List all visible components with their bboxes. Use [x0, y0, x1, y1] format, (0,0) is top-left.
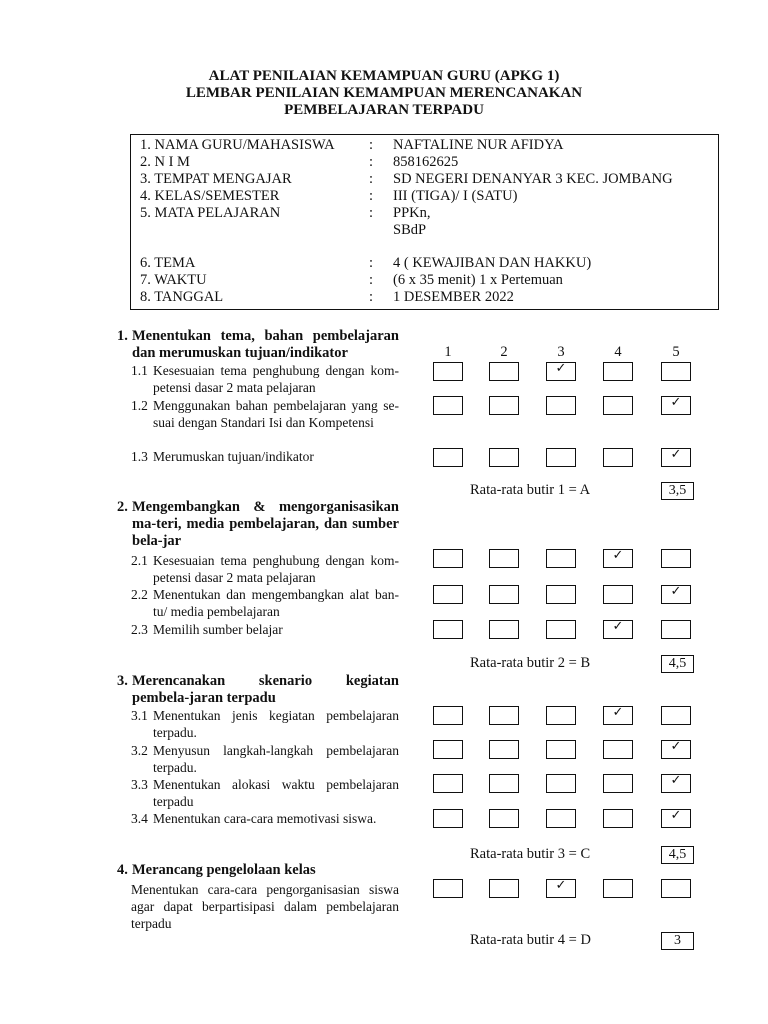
rating-checkbox[interactable] [546, 448, 576, 467]
rating-checkbox[interactable] [603, 362, 633, 381]
item-number: 3.4 [131, 811, 148, 826]
rating-checkbox[interactable] [546, 585, 576, 604]
rating-checkbox[interactable] [661, 620, 691, 639]
rating-checkbox[interactable] [546, 879, 576, 898]
check-icon: ✓ [670, 395, 682, 410]
average-score-box: 4,5 [661, 655, 694, 673]
scale-label: 3 [557, 344, 565, 360]
form-subtitle-2: PEMBELAJARAN TERPADU [284, 102, 484, 118]
section-number: 3. [117, 673, 128, 689]
rating-checkbox[interactable] [489, 740, 519, 759]
rating-checkbox[interactable] [433, 620, 463, 639]
check-icon: ✓ [612, 705, 624, 720]
average-label: Rata-rata butir 1 = A [470, 482, 591, 498]
scale-label: 2 [500, 344, 508, 360]
item-number: 3.2 [131, 743, 148, 758]
item-number: 2.2 [131, 587, 148, 602]
rating-checkbox[interactable] [489, 585, 519, 604]
rating-checkbox[interactable] [546, 809, 576, 828]
rating-checkbox[interactable] [603, 448, 633, 467]
info-value: III (TIGA)/ I (SATU) [393, 188, 518, 204]
rating-checkbox[interactable] [433, 774, 463, 793]
rating-checkbox[interactable] [603, 706, 633, 725]
item-number: 3.1 [131, 708, 148, 723]
check-icon: ✓ [670, 808, 682, 823]
rating-checkbox[interactable] [433, 879, 463, 898]
rating-checkbox[interactable] [489, 774, 519, 793]
section-number: 1. [117, 328, 128, 344]
item-text: Kesesuaian tema penghubung dengan kom-petensi dasar 2 mata pelajaran [153, 363, 399, 395]
scale-label: 1 [444, 344, 452, 360]
rating-checkbox[interactable] [546, 362, 576, 381]
rating-checkbox[interactable] [489, 549, 519, 568]
rating-checkbox[interactable] [433, 362, 463, 381]
average-label: Rata-rata butir 2 = B [470, 655, 591, 671]
rating-checkbox[interactable] [661, 362, 691, 381]
rating-checkbox[interactable] [603, 396, 633, 415]
rating-checkbox[interactable] [489, 362, 519, 381]
rating-checkbox[interactable] [546, 396, 576, 415]
check-icon: ✓ [555, 361, 567, 376]
info-label: 2. N I M [140, 154, 190, 170]
rating-checkbox[interactable] [661, 706, 691, 725]
check-icon: ✓ [612, 548, 624, 563]
info-colon: : [369, 205, 374, 221]
rating-checkbox[interactable] [489, 448, 519, 467]
rating-checkbox[interactable] [433, 809, 463, 828]
rating-checkbox[interactable] [489, 396, 519, 415]
rating-checkbox[interactable] [603, 879, 633, 898]
form-subtitle: LEMBAR PENILAIAN KEMAMPUAN MERENCANAKAN [185, 85, 583, 101]
section-number: 4. [117, 862, 128, 878]
average-label: Rata-rata butir 3 = C [470, 846, 591, 862]
info-label: 5. MATA PELAJARAN [140, 205, 281, 221]
item-text: Merumuskan tujuan/indikator [153, 449, 314, 464]
item-text: Menentukan dan mengembangkan alat ban-tu/ media pembelajaran [153, 587, 399, 619]
rating-checkbox[interactable] [661, 396, 691, 415]
rating-checkbox[interactable] [546, 706, 576, 725]
info-value: SD NEGERI DENANYAR 3 KEC. JOMBANG [393, 171, 673, 187]
rating-checkbox[interactable] [661, 740, 691, 759]
rating-checkbox[interactable] [489, 706, 519, 725]
info-value: NAFTALINE NUR AFIDYA [393, 137, 564, 153]
rating-checkbox[interactable] [546, 740, 576, 759]
info-label: 1. NAMA GURU/MAHASISWA [140, 137, 335, 153]
item-text: Menyusun langkah-langkah pembelajaran terpadu. [153, 743, 399, 775]
rating-checkbox[interactable] [661, 774, 691, 793]
info-colon: : [369, 171, 374, 187]
info-colon: : [369, 188, 374, 204]
item-text: Kesesuaian tema penghubung dengan kom-petensi dasar 2 mata pelajaran [153, 553, 399, 585]
info-value: (6 x 35 menit) 1 x Pertemuan [393, 272, 563, 288]
section-title: Menentukan tema, bahan pembelajaran dan merumuskan tujuan/indikator [132, 328, 399, 361]
average-label: Rata-rata butir 4 = D [470, 932, 591, 948]
rating-checkbox[interactable] [661, 585, 691, 604]
criterion-paragraph: Menentukan cara-cara pengorganisasian siswa agar dapat berpartisipasi dalam pembelajaran terpadu [131, 882, 399, 931]
section-number: 2. [117, 499, 128, 515]
rating-checkbox[interactable] [489, 809, 519, 828]
rating-checkbox[interactable] [433, 740, 463, 759]
item-number: 1.2 [131, 398, 148, 413]
rating-checkbox[interactable] [603, 774, 633, 793]
rating-checkbox[interactable] [603, 620, 633, 639]
rating-checkbox[interactable] [433, 585, 463, 604]
rating-checkbox[interactable] [603, 809, 633, 828]
item-number: 3.3 [131, 777, 148, 792]
rating-checkbox[interactable] [546, 620, 576, 639]
check-icon: ✓ [670, 773, 682, 788]
rating-checkbox[interactable] [433, 706, 463, 725]
info-label: 4. KELAS/SEMESTER [140, 188, 280, 204]
info-colon: : [369, 137, 374, 153]
info-colon: : [369, 289, 374, 305]
item-text: Menentukan jenis kegiatan pembelajaran terpadu. [153, 708, 399, 740]
check-icon: ✓ [670, 739, 682, 754]
info-colon: : [369, 255, 374, 271]
section-title: Merancang pengelolaan kelas [132, 862, 316, 878]
info-value: SBdP [393, 222, 427, 238]
rating-checkbox[interactable] [661, 549, 691, 568]
item-text: Menentukan alokasi waktu pembelajaran terpadu [153, 777, 399, 809]
item-number: 1.1 [131, 363, 148, 378]
info-label: 3. TEMPAT MENGAJAR [140, 171, 292, 187]
rating-checkbox[interactable] [489, 620, 519, 639]
rating-checkbox[interactable] [433, 549, 463, 568]
section-title: Merencanakan skenario kegiatan pembela-jaran terpadu [132, 673, 399, 706]
rating-checkbox[interactable] [433, 448, 463, 467]
rating-checkbox[interactable] [661, 809, 691, 828]
info-label: 7. WAKTU [140, 272, 207, 288]
rating-checkbox[interactable] [661, 879, 691, 898]
rating-checkbox[interactable] [603, 585, 633, 604]
rating-checkbox[interactable] [603, 549, 633, 568]
info-value: 1 DESEMBER 2022 [393, 289, 514, 305]
rating-checkbox[interactable] [433, 396, 463, 415]
check-icon: ✓ [670, 584, 682, 599]
average-score-box: 3 [661, 932, 694, 950]
item-number: 2.1 [131, 553, 148, 568]
rating-checkbox[interactable] [546, 774, 576, 793]
section-title: Mengembangkan & mengorganisasikan ma-teri, media pembelajaran, dan sumber bela-jar [132, 499, 399, 549]
info-colon: : [369, 154, 374, 170]
rating-checkbox[interactable] [546, 549, 576, 568]
item-text: Menggunakan bahan pembelajaran yang se-suai dengan Standari Isi dan Kompetensi [153, 398, 399, 430]
info-label: 6. TEMA [140, 255, 196, 271]
item-number: 2.3 [131, 622, 148, 637]
rating-checkbox[interactable] [489, 879, 519, 898]
form-title: ALAT PENILAIAN KEMAMPUAN GURU (APKG 1) [208, 68, 560, 84]
scale-label: 4 [614, 344, 622, 360]
rating-checkbox[interactable] [661, 448, 691, 467]
scale-label: 5 [672, 344, 680, 360]
info-value: 4 ( KEWAJIBAN DAN HAKKU) [393, 255, 592, 271]
info-label: 8. TANGGAL [140, 289, 224, 305]
average-score-box: 4,5 [661, 846, 694, 864]
average-score-box: 3,5 [661, 482, 694, 500]
info-colon: : [369, 272, 374, 288]
info-value: PPKn, [393, 205, 431, 221]
check-icon: ✓ [555, 878, 567, 893]
item-text: Memilih sumber belajar [153, 622, 283, 637]
info-value: 858162625 [393, 154, 459, 170]
item-number: 1.3 [131, 449, 148, 464]
rating-checkbox[interactable] [603, 740, 633, 759]
check-icon: ✓ [612, 619, 624, 634]
check-icon: ✓ [670, 447, 682, 462]
item-text: Menentukan cara-cara memotivasi siswa. [153, 811, 377, 826]
